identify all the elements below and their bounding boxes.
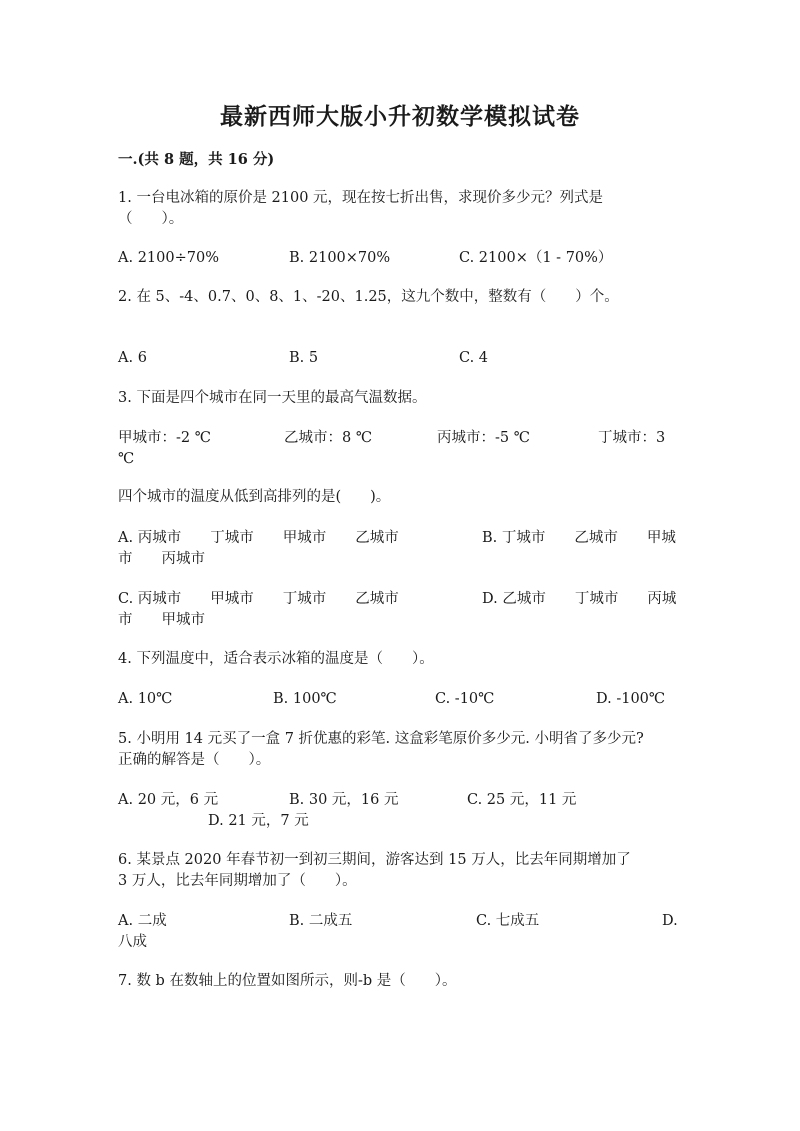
page-title: 最新西师大版小升初数学模拟试卷 — [220, 103, 580, 130]
q1-option-c[interactable]: C. 2100×（1 - 70%） — [459, 250, 613, 266]
q6-option-d[interactable]: D. — [662, 913, 678, 929]
q3-city-bing: 丙城市：-5 ℃ — [437, 430, 530, 446]
q1-text-line1: 1. 一台电冰箱的原价是 2100 元，现在按七折出售，求现价多少元？列式是 — [118, 190, 604, 206]
q3-prompt: 四个城市的温度从低到高排列的是( )。 — [118, 489, 391, 505]
q5-option-b[interactable]: B. 30 元，16 元 — [289, 792, 399, 808]
q6-option-c[interactable]: C. 七成五 — [476, 913, 540, 929]
q2-option-a[interactable]: A. 6 — [118, 350, 147, 366]
q6-option-d-cont: 八成 — [118, 934, 147, 950]
q5-option-a[interactable]: A. 20 元，6 元 — [118, 792, 219, 808]
q5-option-c[interactable]: C. 25 元，11 元 — [467, 792, 577, 808]
q7-text-line1: 7. 数 b 在数轴上的位置如图所示，则-b 是（ ）。 — [118, 973, 457, 989]
q6-option-a[interactable]: A. 二成 — [118, 913, 167, 929]
q3-text-line1: 3. 下面是四个城市在同一天里的最高气温数据。 — [118, 390, 427, 406]
q2-text-line1: 2. 在 5、-4、0.7、0、8、1、-20、1.25，这九个数中，整数有（ ）个。 — [118, 289, 619, 305]
q2-option-c[interactable]: C. 4 — [459, 350, 489, 366]
section-heading: 一.(共 8 题，共 16 分) — [118, 151, 275, 168]
q4-option-b[interactable]: B. 100℃ — [273, 691, 337, 707]
q4-text-line1: 4. 下列温度中，适合表示冰箱的温度是（ ）。 — [118, 651, 434, 667]
q3-option-d[interactable]: D. 乙城市 丁城市 丙城 — [482, 591, 677, 607]
q6-text-line2: 3 万人，比去年同期增加了（ ）。 — [118, 873, 357, 889]
q3-city-ding: 丁城市：3 — [598, 430, 666, 446]
q1-option-a[interactable]: A. 2100÷70% — [118, 250, 219, 266]
q3-option-c[interactable]: C. 丙城市 甲城市 丁城市 乙城市 — [118, 591, 399, 607]
q4-option-d[interactable]: D. -100℃ — [596, 691, 666, 707]
q1-text-line2: （ ）。 — [118, 211, 184, 227]
q3-option-b-cont: 市 丙城市 — [118, 551, 205, 567]
q5-option-d[interactable]: D. 21 元，7 元 — [208, 813, 309, 829]
q4-option-a[interactable]: A. 10℃ — [118, 691, 173, 707]
q3-city-ding-unit: ℃ — [118, 451, 135, 467]
q3-option-b[interactable]: B. 丁城市 乙城市 甲城 — [482, 530, 676, 546]
q6-text-line1: 6. 某景点 2020 年春节初一到初三期间，游客达到 15 万人，比去年同期增加了 — [118, 852, 631, 868]
q2-option-b[interactable]: B. 5 — [289, 350, 319, 366]
q5-text-line2: 正确的解答是（ ）。 — [118, 752, 271, 768]
q3-option-d-cont: 市 甲城市 — [118, 612, 205, 628]
q3-city-jia: 甲城市：-2 ℃ — [118, 430, 211, 446]
q1-option-b[interactable]: B. 2100×70% — [289, 250, 391, 266]
q5-text-line1: 5. 小明用 14 元买了一盒 7 折优惠的彩笔. 这盒彩笔原价多少元. 小明省了多少元? — [118, 731, 644, 747]
q6-option-b[interactable]: B. 二成五 — [289, 913, 353, 929]
q3-option-a[interactable]: A. 丙城市 丁城市 甲城市 乙城市 — [118, 530, 399, 546]
q3-city-yi: 乙城市：8 ℃ — [284, 430, 373, 446]
q4-option-c[interactable]: C. -10℃ — [435, 691, 495, 707]
